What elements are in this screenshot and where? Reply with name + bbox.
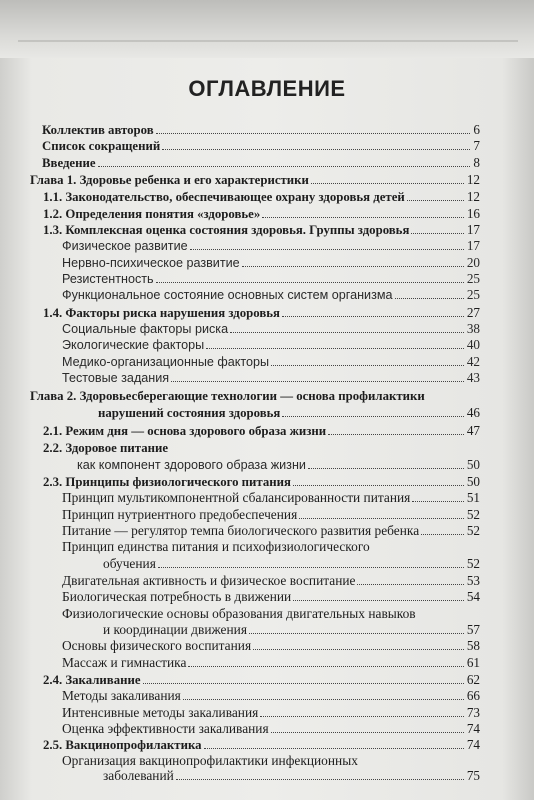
toc-subsection-line1: Физиологические основы образования двигательных навыков [62, 605, 416, 621]
toc-chapter: нарушений состояния здоровья 46 [98, 404, 480, 420]
toc-subsection: Тестовые задания 43 [62, 370, 480, 385]
toc-subsection: и координации движения 57 [103, 621, 480, 637]
toc-subsection: Резистентность 25 [62, 271, 480, 286]
toc-subsection: Функциональное состояние основных систем организма 25 [62, 287, 480, 303]
toc-subsection: Методы закаливания 66 [62, 688, 480, 704]
bleed-through-line [18, 40, 518, 42]
toc-subsection-line1: Организация вакцинопрофилактики инфекционных [62, 752, 358, 768]
toc-subsection: обучения 52 [103, 555, 480, 571]
toc-subsection: Физическое развитие 17 [62, 238, 480, 254]
toc-subsection: Принцип мультикомпонентной сбалансированности питания 51 [62, 490, 480, 506]
toc-section: 1.1. Законодательство, обеспечивающее охрану здоровья детей 12 [43, 189, 480, 205]
toc-subsection: Массаж и гимнастика 61 [62, 654, 480, 670]
toc-section: 1.4. Факторы риска нарушения здоровья 27 [43, 304, 480, 320]
toc-subsection: Основы физического воспитания 58 [62, 638, 480, 654]
toc-section: 2.5. Вакцинопрофилактика 74 [43, 737, 480, 753]
toc-subsection: Принцип нутриентного предобеспечения 52 [62, 506, 480, 522]
toc-entry: Коллектив авторов 6 [42, 122, 480, 137]
toc-section: 1.3. Комплексная оценка состояния здоровья. Группы здоровья 17 [43, 222, 480, 237]
toc-subsection: заболеваний 75 [103, 768, 480, 783]
toc-section: 2.1. Режим дня — основа здорового образа жизни 47 [43, 422, 480, 438]
toc-section: 2.3. Принципы физиологического питания 50 [43, 473, 480, 489]
toc-subsection-line1: Принцип единства питания и психофизиологического [62, 539, 370, 555]
toc-subsection: Нервно-психическое развитие 20 [62, 254, 480, 270]
toc-subsection: Социальные факторы риска 38 [62, 321, 480, 336]
toc-subsection: Двигательная активность и физическое воспитание 53 [62, 572, 480, 588]
toc-section: 2.4. Закаливание 62 [43, 671, 480, 687]
toc-section: как компонент здорового образа жизни 50 [77, 456, 480, 472]
toc-chapter: Глава 1. Здоровье ребенка и его характеристики 12 [30, 172, 480, 187]
toc-entry: Введение 8 [42, 154, 480, 170]
toc-subsection: Оценка эффективности закаливания 74 [62, 720, 480, 736]
toc-subsection: Интенсивные методы закаливания 73 [62, 704, 480, 720]
toc-subsection: Медико-организационные факторы 42 [62, 353, 480, 369]
toc-section-line1: 2.2. Здоровое питание [43, 441, 169, 456]
toc-subsection: Биологическая потребность в движении 54 [62, 589, 480, 605]
toc-subsection: Экологические факторы 40 [62, 337, 480, 353]
toc-entry: Список сокращений 7 [42, 138, 480, 154]
toc-chapter-line1: Глава 2. Здоровьесберегающие технологии — основа профилактики [30, 389, 425, 404]
page-header-strip [0, 0, 534, 58]
toc-title: ОГЛАВЛЕНИЕ [188, 76, 346, 101]
toc-section: 1.2. Определения понятия «здоровье» 16 [43, 205, 480, 221]
toc-subsection: Питание — регулятор темпа биологического развития ребенка 52 [62, 522, 480, 538]
